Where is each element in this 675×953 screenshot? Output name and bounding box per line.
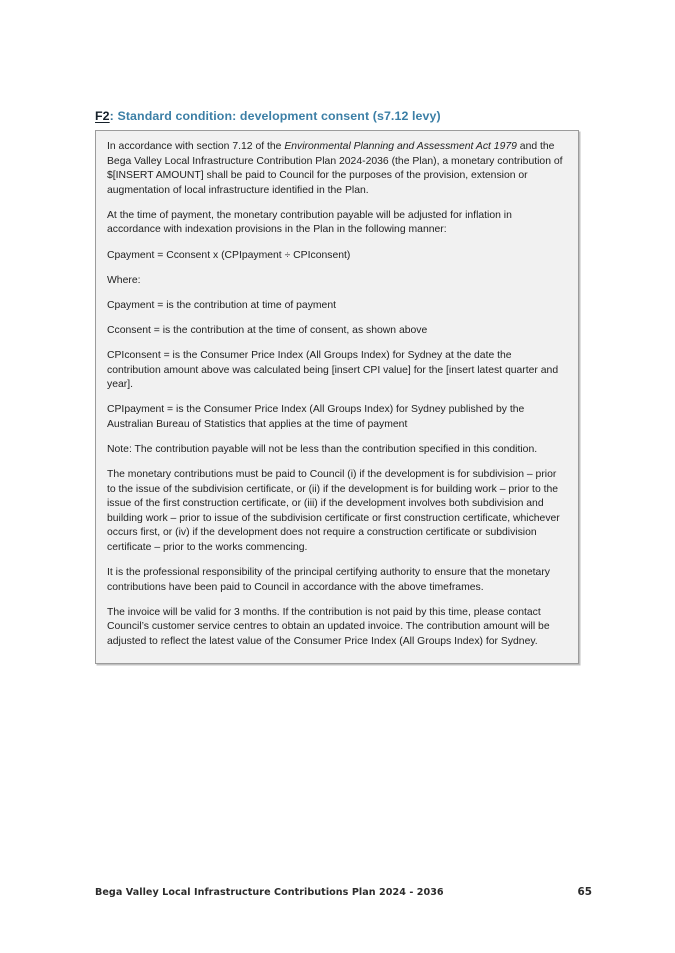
condition-paragraph-def-cpipayment-segment-0: CPIpayment = is the Consumer Price Index (All Groups Index) for Sydney published by the Australian Bureau of Statistics that applies at the time of payment xyxy=(107,404,525,430)
condition-paragraph-def-cpayment xyxy=(107,299,567,314)
condition-paragraph-def-cconsent-segment-0: Cconsent = is the contribution at the time of consent, as shown above xyxy=(107,324,428,336)
condition-paragraph-def-cpiconsent xyxy=(107,349,567,393)
condition-paragraph-note xyxy=(107,443,567,458)
standard-condition-box xyxy=(95,130,579,664)
section-heading-code: F2 xyxy=(95,109,110,123)
condition-paragraph-intro xyxy=(107,140,567,198)
condition-paragraph-def-cpayment-segment-0: Cpayment = is the contribution at time of payment xyxy=(107,299,336,311)
condition-paragraph-invoice-segment-0: The invoice will be valid for 3 months. If the contribution is not paid by this time, please contact Council’s customer service centres to obtain an updated invoice. The contribution amount will be adjusted to reflect the latest value of the Consumer Price Index (All Groups Index) for Sydney. xyxy=(107,606,550,647)
condition-paragraph-def-cpipayment xyxy=(107,403,567,432)
condition-paragraph-responsibility-segment-0: It is the professional responsibility of the principal certifying authority to ensure that the monetary contributions have been paid to Council in accordance with the above timeframes. xyxy=(107,567,550,593)
condition-paragraph-timing-segment-0: The monetary contributions must be paid to Council (i) if the development is for subdivision – prior to the issue of the subdivision certificate, or (ii) if the development is for building work – prior to the issue of the first construction certificate, or (iii) if the development involves both subdivision and building work – prior to issue of the subdivision certificate or first construction certificate, whichever occurs first, or (iv) if the development does not require a construction certificate or subdivision certificate – prior to the works commencing. xyxy=(107,469,560,553)
section-heading-title: Standard condition: development consent (s7.12 levy) xyxy=(113,109,441,123)
condition-paragraph-intro-segment-2: and the Bega Valley Local Infrastructure Contribution Plan 2024-2036 (the Plan), a monetary contribution of $[INSERT AMOUNT] shall be paid to Council for the purposes of the provision, extension or augmentation of local infrastructure identified in the Plan. xyxy=(107,141,563,196)
condition-paragraph-timing xyxy=(107,468,567,556)
condition-paragraph-responsibility xyxy=(107,566,567,595)
condition-paragraph-formula-segment-0: Cpayment = Cconsent x (CPIpayment ÷ CPIconsent) xyxy=(107,249,351,261)
condition-paragraph-formula xyxy=(107,249,567,264)
condition-paragraph-def-cpiconsent-segment-0: CPIconsent = is the Consumer Price Index (All Groups Index) for Sydney at the date the contribution amount above was calculated being [insert CPI value] for the [insert latest quarter and year]. xyxy=(107,349,559,391)
condition-paragraph-indexation-segment-0: At the time of payment, the monetary contribution payable will be adjusted for inflation in accordance with indexation provisions in the Plan in the following manner: xyxy=(107,209,512,236)
condition-paragraph-indexation xyxy=(107,209,567,238)
condition-paragraph-invoice xyxy=(107,606,567,650)
condition-paragraph-where xyxy=(107,274,567,289)
condition-paragraph-intro-segment-0: In accordance with section 7.12 of the xyxy=(107,141,285,152)
condition-paragraph-def-cconsent xyxy=(107,324,567,339)
page-footer xyxy=(95,886,592,898)
footer-document-title: Bega Valley Local Infrastructure Contributions Plan 2024 - 2036 xyxy=(95,887,444,898)
condition-paragraph-where-segment-0: Where: xyxy=(107,274,141,286)
section-heading xyxy=(95,109,441,123)
condition-paragraph-note-segment-0: Note: The contribution payable will not be less than the contribution specified in this condition. xyxy=(107,443,538,455)
condition-paragraph-intro-segment-1: Environmental Planning and Assessment Act 1979 xyxy=(284,141,517,152)
section-heading-colon: : xyxy=(109,109,114,123)
footer-page-number: 65 xyxy=(577,886,592,898)
